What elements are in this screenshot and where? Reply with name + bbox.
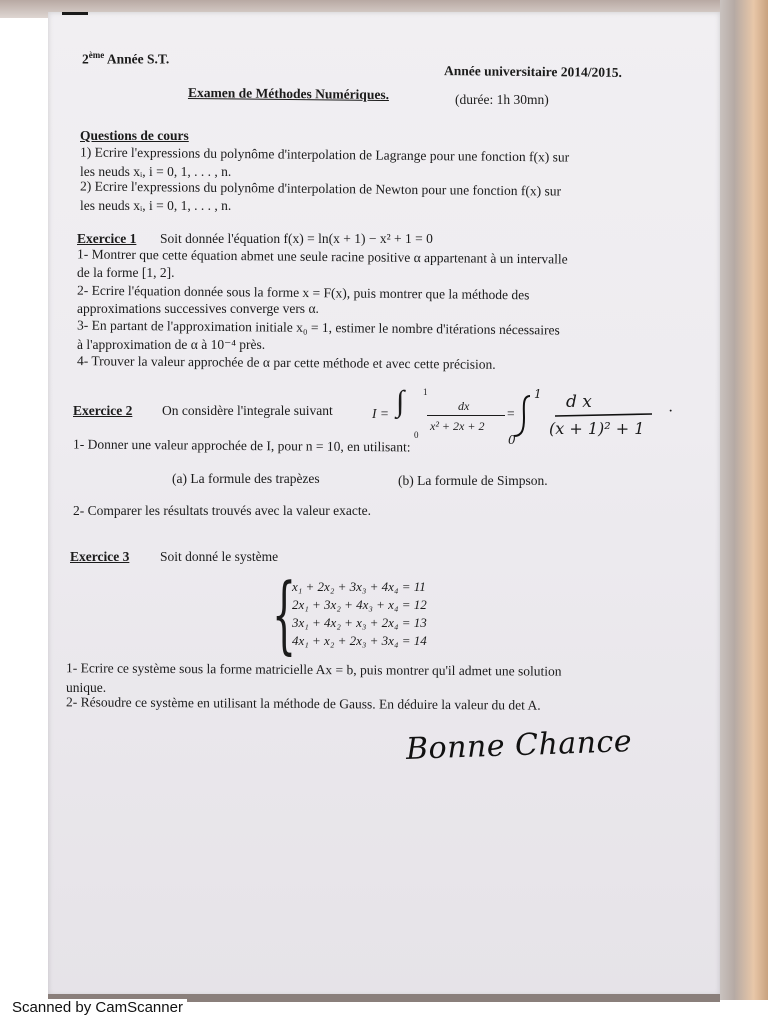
- integral-sign: ∫: [396, 385, 405, 418]
- ex2-option-a: (a) La formule des trapèzes: [172, 471, 320, 486]
- integral-numerator: dx: [458, 399, 470, 413]
- integral-upper-bound: 1: [423, 387, 428, 397]
- ex3-line3: 2- Résoudre ce système en utilisant la méthode de Gauss. En déduire la valeur du det A.: [65, 694, 541, 713]
- student-level: 2ème Année S.T.: [82, 50, 170, 67]
- scanner-watermark: Scanned by CamScanner: [8, 999, 187, 1016]
- section-heading-ex3: Exercice 3: [70, 549, 130, 564]
- ex2-line1: 1- Donner une valeur approchée de I, pour n = 10, en utilisant:: [72, 436, 411, 455]
- ex1-line2: de la forme [1, 2].: [77, 265, 175, 280]
- handwritten-lower-bound: 0: [508, 433, 516, 447]
- scan-background-right: [720, 0, 768, 1000]
- integral-lower-bound: 0: [414, 430, 419, 440]
- cours-q1-line1: 1) Ecrire l'expressions du polynôme d'interpolation de Lagrange pour une fonction f(x) sur: [79, 144, 570, 165]
- handwritten-integral: [500, 388, 690, 448]
- handwritten-dot: ·: [668, 403, 674, 420]
- section-heading-ex1: Exercice 1: [77, 231, 137, 246]
- scan-mark: [62, 12, 88, 15]
- system-equation-1: x₁ + 2x₂ + 3x₃ + 4x₄ = 11: [292, 579, 426, 594]
- ex1-line1: 1- Montrer que cette équation abmet une seule racine positive α appartenant à un intervalle: [76, 246, 568, 267]
- handwritten-numerator: d x: [566, 392, 592, 412]
- ex1-line5: 3- En partant de l'approximation initiale x₀ = 1, estimer le nombre d'itérations nécessaires: [76, 317, 560, 338]
- ex2-integral-label: I =: [372, 406, 389, 421]
- cours-q1-line2: les neuds xᵢ, i = 0, 1, . . . , n.: [80, 164, 232, 179]
- ex1-line6: à l'approximation de α à 10⁻⁴ près.: [77, 337, 266, 352]
- section-heading-cours: Questions de cours: [80, 128, 189, 143]
- section-heading-ex2: Exercice 2: [73, 403, 133, 418]
- ex3-intro: Soit donné le système: [160, 549, 279, 564]
- ex1-equation: Soit donnée l'équation f(x) = ln(x + 1) − x² + 1 = 0: [160, 231, 433, 246]
- ex1-line4: approximations successives converge vers α.: [77, 301, 319, 316]
- ex2-intro: On considère l'integrale suivant: [162, 403, 333, 418]
- ex1-line7: 4- Trouver la valeur approchée de α par cette méthode et avec cette précision.: [76, 353, 496, 372]
- system-equation-4: 4x₁ + x₂ + 2x₃ + 3x₄ = 14: [292, 633, 427, 648]
- handwritten-good-luck: Bonne Chance: [405, 724, 633, 767]
- system-equation-3: 3x₁ + 4x₂ + x₃ + 2x₄ = 13: [292, 615, 427, 630]
- ex2-option-b: (b) La formule de Simpson.: [398, 473, 548, 488]
- exam-duration: (durée: 1h 30mn): [455, 92, 549, 107]
- scan-background-left: [0, 0, 48, 1000]
- fraction-bar: [427, 415, 505, 416]
- integral-denominator: x² + 2x + 2: [430, 419, 485, 433]
- exam-title: Examen de Méthodes Numériques.: [187, 84, 390, 103]
- ex3-line1: 1- Ecrire ce système sous la forme matricielle Ax = b, puis montrer qu'il admet une solution: [65, 660, 562, 679]
- system-brace: {: [272, 565, 297, 663]
- handwritten-upper-bound: 1: [534, 387, 542, 401]
- cours-q2-line2: les neuds xᵢ, i = 0, 1, . . . , n.: [80, 198, 232, 213]
- handwritten-denominator: (x + 1)² + 1: [549, 419, 645, 438]
- ex3-line2: unique.: [66, 680, 107, 695]
- ex1-line3: 2- Ecrire l'équation donnée sous la forme x = F(x), puis montrer que la méthode des: [76, 282, 530, 303]
- academic-year: Année universitaire 2014/2015.: [443, 63, 622, 80]
- ex2-line2: 2- Comparer les résultats trouvés avec la valeur exacte.: [73, 503, 371, 518]
- cours-q2-line1: 2) Ecrire l'expressions du polynôme d'interpolation de Newton pour une fonction f(x) sur: [79, 178, 562, 199]
- system-equation-2: 2x₁ + 3x₂ + 4x₃ + x₄ = 12: [292, 597, 427, 612]
- equals-sign: =: [507, 406, 515, 421]
